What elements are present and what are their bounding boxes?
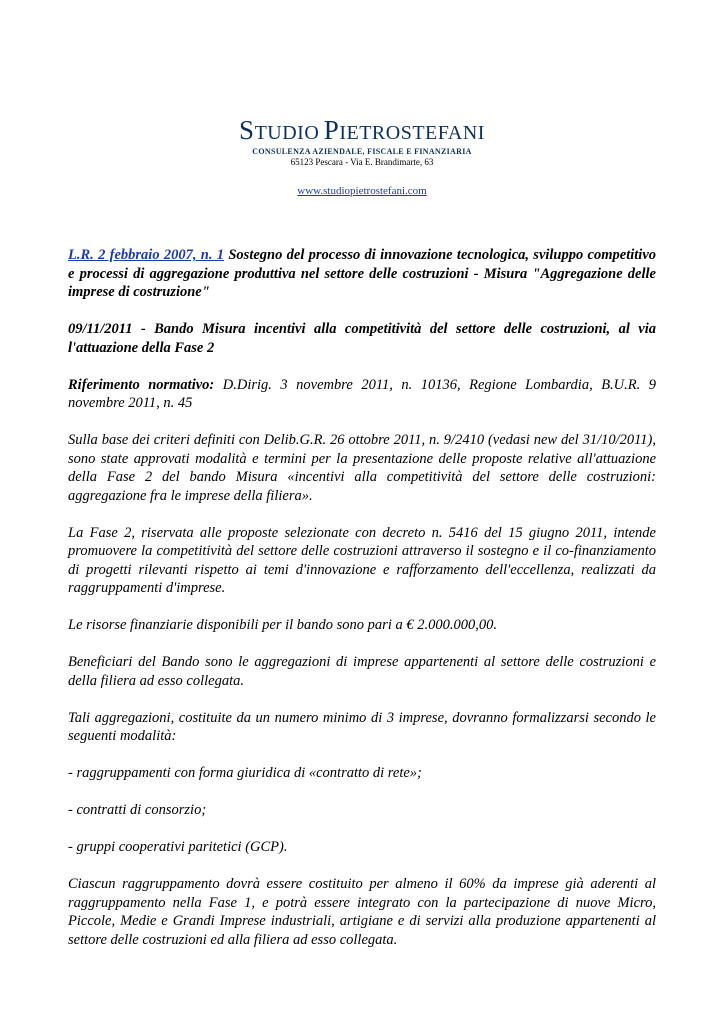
reference-label: Riferimento normativo: bbox=[68, 376, 215, 393]
list-item: - gruppi cooperativi paritetici (GCP). bbox=[68, 839, 288, 855]
title-text: Sostegno del processo di innovazione tecnologica, sviluppo competitivo e processi di aggregazione produttiva nel settore delle costruzioni - Misura "Aggregazione delle imprese di costruzione" bbox=[68, 247, 657, 300]
paragraph: Le risorse finanziarie disponibili per il bando sono pari a € 2.000.000,00. bbox=[68, 617, 497, 633]
reference-text: D.Dirig. 3 novembre 2011, n. 10136, Regione Lombardia, B.U.R. 9 novembre 2011, n. 45 bbox=[68, 376, 657, 411]
list-item: - contratti di consorzio; bbox=[68, 802, 207, 818]
document-body bbox=[68, 246, 656, 968]
list-item: - raggruppamenti con forma giuridica di «contratto di rete»; bbox=[68, 765, 422, 781]
website-link[interactable]: www.studiopietrostefani.com bbox=[297, 185, 427, 197]
article-title bbox=[68, 246, 656, 302]
paragraph: Beneficiari del Bando sono le aggregazioni di imprese appartenenti al settore delle costruzioni e della filiera ad esso collegata. bbox=[68, 654, 656, 689]
brand-tagline: CONSULENZA AZIENDALE, FISCALE E FINANZIARIA bbox=[252, 147, 472, 156]
brand-logo: STUDIO PIETROSTEFANI bbox=[239, 115, 485, 145]
letterhead bbox=[0, 117, 724, 167]
paragraph: La Fase 2, riservata alle proposte selezionate con decreto n. 5416 del 15 giugno 2011, intende promuovere la competitività del settore delle costruzioni attraverso il sostegno e il co-finanziamento di progetti rilevanti rispetto ai temi d'innovazione e rafforzamento dell'eccellenza, realizzati da raggruppamenti d'imprese. bbox=[68, 524, 656, 596]
paragraph: Ciascun raggruppamento dovrà essere costituito per almeno il 60% da imprese già aderenti al raggruppamento nella Fase 1, e potrà essere integrato con la partecipazione di nuove Micro, Piccole, Medie e Grandi Imprese industriali, artigiane e di servizi alla produzione appartenenti al settore delle costruzioni ed alla filiera ad esso collegata. bbox=[68, 876, 656, 948]
paragraph: Sulla base dei criteri definiti con Delib.G.R. 26 ottobre 2011, n. 9/2410 (vedasi new del 31/10/2011), sono state approvati modalità e termini per la presentazione delle proposte relative all'attuazione della Fase 2 del bando Misura «incentivi alla competitività del settore delle costruzioni: aggregazione fra le imprese della filiera». bbox=[68, 432, 656, 504]
website bbox=[0, 185, 724, 197]
address: 65123 Pescara - Via E. Brandimarte, 63 bbox=[290, 157, 434, 167]
law-reference-link[interactable]: L.R. 2 febbraio 2007, n. 1 bbox=[68, 247, 225, 263]
article-subtitle: 09/11/2011 - Bando Misura incentivi alla competitività del settore delle costruzioni, al via l'attuazione della Fase 2 bbox=[68, 321, 656, 356]
regulatory-reference bbox=[68, 376, 656, 413]
paragraph: Tali aggregazioni, costituite da un numero minimo di 3 imprese, dovranno formalizzarsi secondo le seguenti modalità: bbox=[68, 709, 656, 744]
